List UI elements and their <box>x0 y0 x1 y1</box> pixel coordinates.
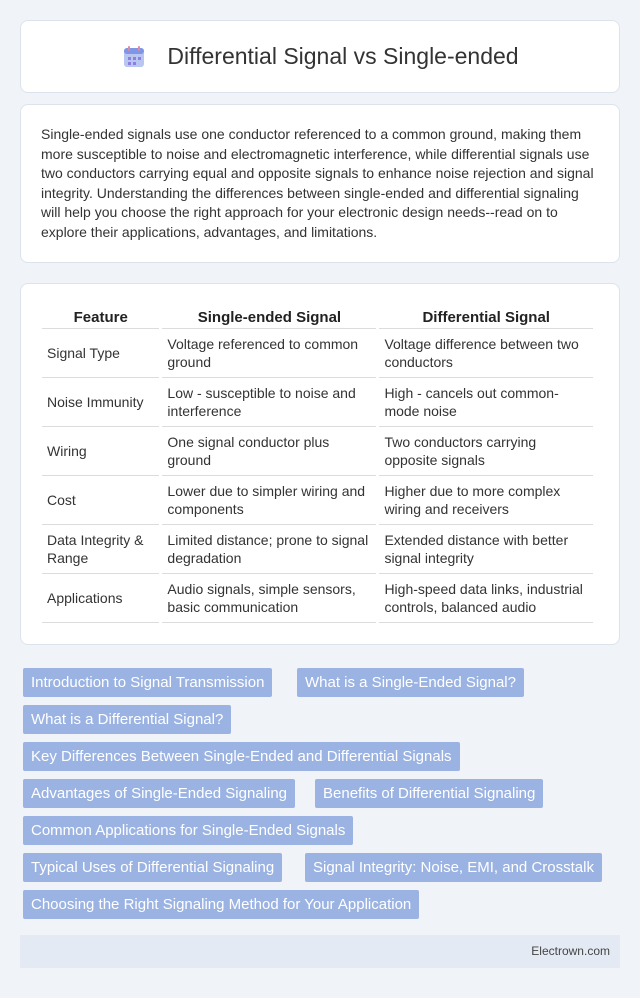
calendar-icon <box>121 44 147 70</box>
link-benefits-differential[interactable]: Benefits of Differential Signaling <box>315 779 543 808</box>
table-row <box>42 427 593 476</box>
table-row <box>42 476 593 525</box>
table-cell-feature: Applications <box>42 574 159 623</box>
table-row <box>42 329 593 378</box>
table-cell-single-ended: Voltage referenced to common ground <box>162 329 376 378</box>
comparison-table-card <box>20 283 620 645</box>
table-header-row <box>42 304 593 329</box>
link-signal-integrity[interactable]: Signal Integrity: Noise, EMI, and Crosstalk <box>305 853 602 882</box>
column-header-differential: Differential Signal <box>379 304 593 329</box>
table-cell-differential: Two conductors carrying opposite signals <box>379 427 593 476</box>
table-cell-differential: Extended distance with better signal integrity <box>379 525 593 574</box>
link-choosing-method[interactable]: Choosing the Right Signaling Method for Your Application <box>23 890 419 919</box>
table-cell-single-ended: Audio signals, simple sensors, basic communication <box>162 574 376 623</box>
link-applications-single-ended[interactable]: Common Applications for Single-Ended Signals <box>23 816 353 845</box>
table-row <box>42 378 593 427</box>
table-cell-differential: Higher due to more complex wiring and receivers <box>379 476 593 525</box>
table-cell-feature: Noise Immunity <box>42 378 159 427</box>
column-header-feature: Feature <box>42 304 159 329</box>
table-cell-feature: Data Integrity & Range <box>42 525 159 574</box>
table-row <box>42 574 593 623</box>
link-differential-signal[interactable]: What is a Differential Signal? <box>23 705 231 734</box>
link-introduction[interactable]: Introduction to Signal Transmission <box>23 668 272 697</box>
intro-paragraph: Single-ended signals use one conductor referenced to a common ground, making them more susceptible to noise and electromagnetic interference, while differential signals use two conductors carrying equal and opposite signals to enhance noise rejection and signal integrity. Understanding the differences between single-ended and differential signaling will help you choose the right approach for your electronic design needs--read on to explore their applications, advantages, and limitations. <box>41 126 594 240</box>
table-cell-feature: Cost <box>42 476 159 525</box>
table-cell-single-ended: One signal conductor plus ground <box>162 427 376 476</box>
column-header-single-ended: Single-ended Signal <box>162 304 376 329</box>
table-cell-single-ended: Limited distance; prone to signal degradation <box>162 525 376 574</box>
link-single-ended-signal[interactable]: What is a Single-Ended Signal? <box>297 668 524 697</box>
footer <box>20 935 620 968</box>
table-cell-differential: High - cancels out common-mode noise <box>379 378 593 427</box>
table-cell-feature: Wiring <box>42 427 159 476</box>
title-card <box>20 20 620 93</box>
table-cell-single-ended: Lower due to simpler wiring and components <box>162 476 376 525</box>
page-title: Differential Signal vs Single-ended <box>167 43 519 69</box>
table-cell-feature: Signal Type <box>42 329 159 378</box>
footer-site-name[interactable]: Electrown.com <box>531 944 610 958</box>
comparison-table <box>39 304 596 623</box>
intro-card <box>20 104 620 263</box>
link-key-differences[interactable]: Key Differences Between Single-Ended and Differential Signals <box>23 742 460 771</box>
link-uses-differential[interactable]: Typical Uses of Differential Signaling <box>23 853 282 882</box>
link-advantages-single-ended[interactable]: Advantages of Single-Ended Signaling <box>23 779 295 808</box>
table-cell-single-ended: Low - susceptible to noise and interference <box>162 378 376 427</box>
table-cell-differential: High-speed data links, industrial controls, balanced audio <box>379 574 593 623</box>
table-row <box>42 525 593 574</box>
table-cell-differential: Voltage difference between two conductors <box>379 329 593 378</box>
